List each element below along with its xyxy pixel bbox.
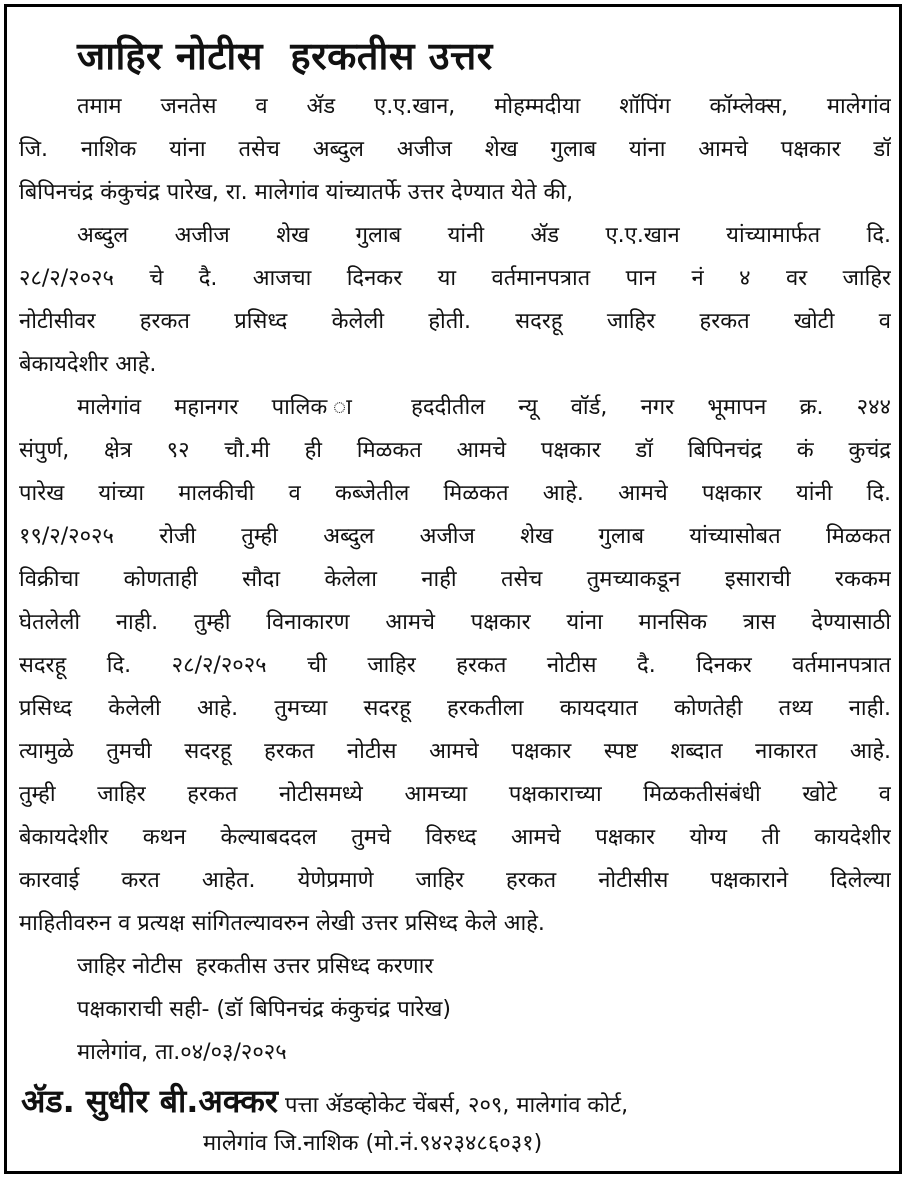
paragraph-line: अब्दुल अजीज शेख गुलाब यांनी ॲड ए.ए.खान यांच्यामार्फत दि. — [77, 223, 891, 248]
paragraph-line: बिपिनचंद्र कंकुचंद्र पारेख, रा. मालेगांव यांच्यातर्फे उत्तर देण्यात येते की, — [19, 180, 574, 205]
paragraph-line: २८/२/२०२५ चे दै. आजचा दिनकर या वर्तमानपत्रात पान नं ४ वर जाहिर — [19, 266, 891, 291]
paragraph-line: मालेगांव महानगर पालिक ा हददीतील न्यू वॉर्ड, नगर भूमापन क्र. २४४ — [77, 395, 891, 420]
paragraph-line: नोटीसीवर हरकत प्रसिध्द केलेली होती. सदरहू जाहिर हरकत खोटी व — [19, 309, 891, 334]
paragraph-line: १९/२/२०२५ रोजी तुम्ही अब्दुल अजीज शेख गुलाब यांच्यासोबत मिळकत — [19, 524, 891, 549]
paragraph-line: प्रसिध्द केलेली आहे. तुमच्या सदरहू हरकतीला कायदयात कोणतेही तथ्य नाही. — [19, 696, 891, 721]
paragraph-line: माहितीवरुन व प्रत्यक्ष सांगितल्यावरुन लेखी उत्तर प्रसिध्द केले आहे. — [19, 911, 545, 936]
advocate-line — [21, 1079, 895, 1122]
paragraph-line: घेतलेली नाही. तुम्ही विनाकारण आमचे पक्षकार यांना मानसिक त्रास देण्यासाठी — [19, 610, 891, 635]
signature-publisher-line: जाहिर नोटीस हरकतीस उत्तर प्रसिध्द करणार — [77, 954, 434, 979]
paragraph-line: बेकायदेशीर आहे. — [19, 352, 157, 377]
paragraph-line: जि. नाशिक यांना तसेच अब्दुल अजीज शेख गुलाब यांना आमचे पक्षकार डॉ — [19, 137, 891, 162]
paragraph-line: कारवाई करत आहेत. येणेप्रमाणे जाहिर हरकत नोटीसीस पक्षकाराने दिलेल्या — [19, 868, 891, 893]
paragraph-line: त्यामुळे तुमची सदरहू हरकत नोटीस आमचे पक्षकार स्पष्ट शब्दात नाकारत आहे. — [19, 739, 891, 764]
paragraph-line: बेकायदेशीर कथन केल्याबददल तुमचे विरुध्द आमचे पक्षकार योग्य ती कायदेशीर — [19, 825, 891, 850]
paragraph-line: विक्रीचा कोणताही सौदा केलेला नाही तसेच तुमच्याकडून इसाराची रककम — [19, 567, 891, 592]
paragraph-line: तमाम जनतेस व ॲड ए.ए.खान, मोहम्मदीया शॉपिंग कॉम्लेक्स, मालेगांव — [77, 94, 891, 119]
paragraph-line: सदरहू दि. २८/२/२०२५ ची जाहिर हरकत नोटीस दै. दिनकर वर्तमानपत्रात — [19, 653, 891, 678]
advocate-address-line1: पत्ता ॲडव्होकेट चेंबर्स, २०९, मालेगांव कोर्ट, — [277, 1093, 629, 1118]
advocate-name: ॲड. सुधीर बी.अक्कर — [21, 1082, 278, 1120]
paragraph-line: तुम्ही जाहिर हरकत नोटीसमध्ये आमच्या पक्षकाराच्या मिळकतीसंबंधी खोटे व — [19, 782, 891, 807]
public-notice-box — [4, 4, 902, 1174]
signature-place-date: मालेगांव, ता.०४/०३/२०२५ — [77, 1040, 287, 1065]
paragraph-line: पारेख यांच्या मालकीची व कब्जेतील मिळकत आहे. आमचे पक्षकार यांनी दि. — [19, 481, 891, 506]
signature-client-line: पक्षकाराची सही- (डॉ बिपिनचंद्र कंकुचंद्र पारेख) — [77, 997, 451, 1022]
advocate-address-line2: मालेगांव जि.नाशिक (मो.नं.९४२३४८६०३१) — [203, 1131, 543, 1156]
notice-title: जाहिर नोटीस हरकतीस उत्तर — [77, 34, 493, 78]
paragraph-line: संपुर्ण, क्षेत्र ९२ चौ.मी ही मिळकत आमचे पक्षकार डॉ बिपिनचंद्र कं कुचंद्र — [19, 438, 891, 463]
